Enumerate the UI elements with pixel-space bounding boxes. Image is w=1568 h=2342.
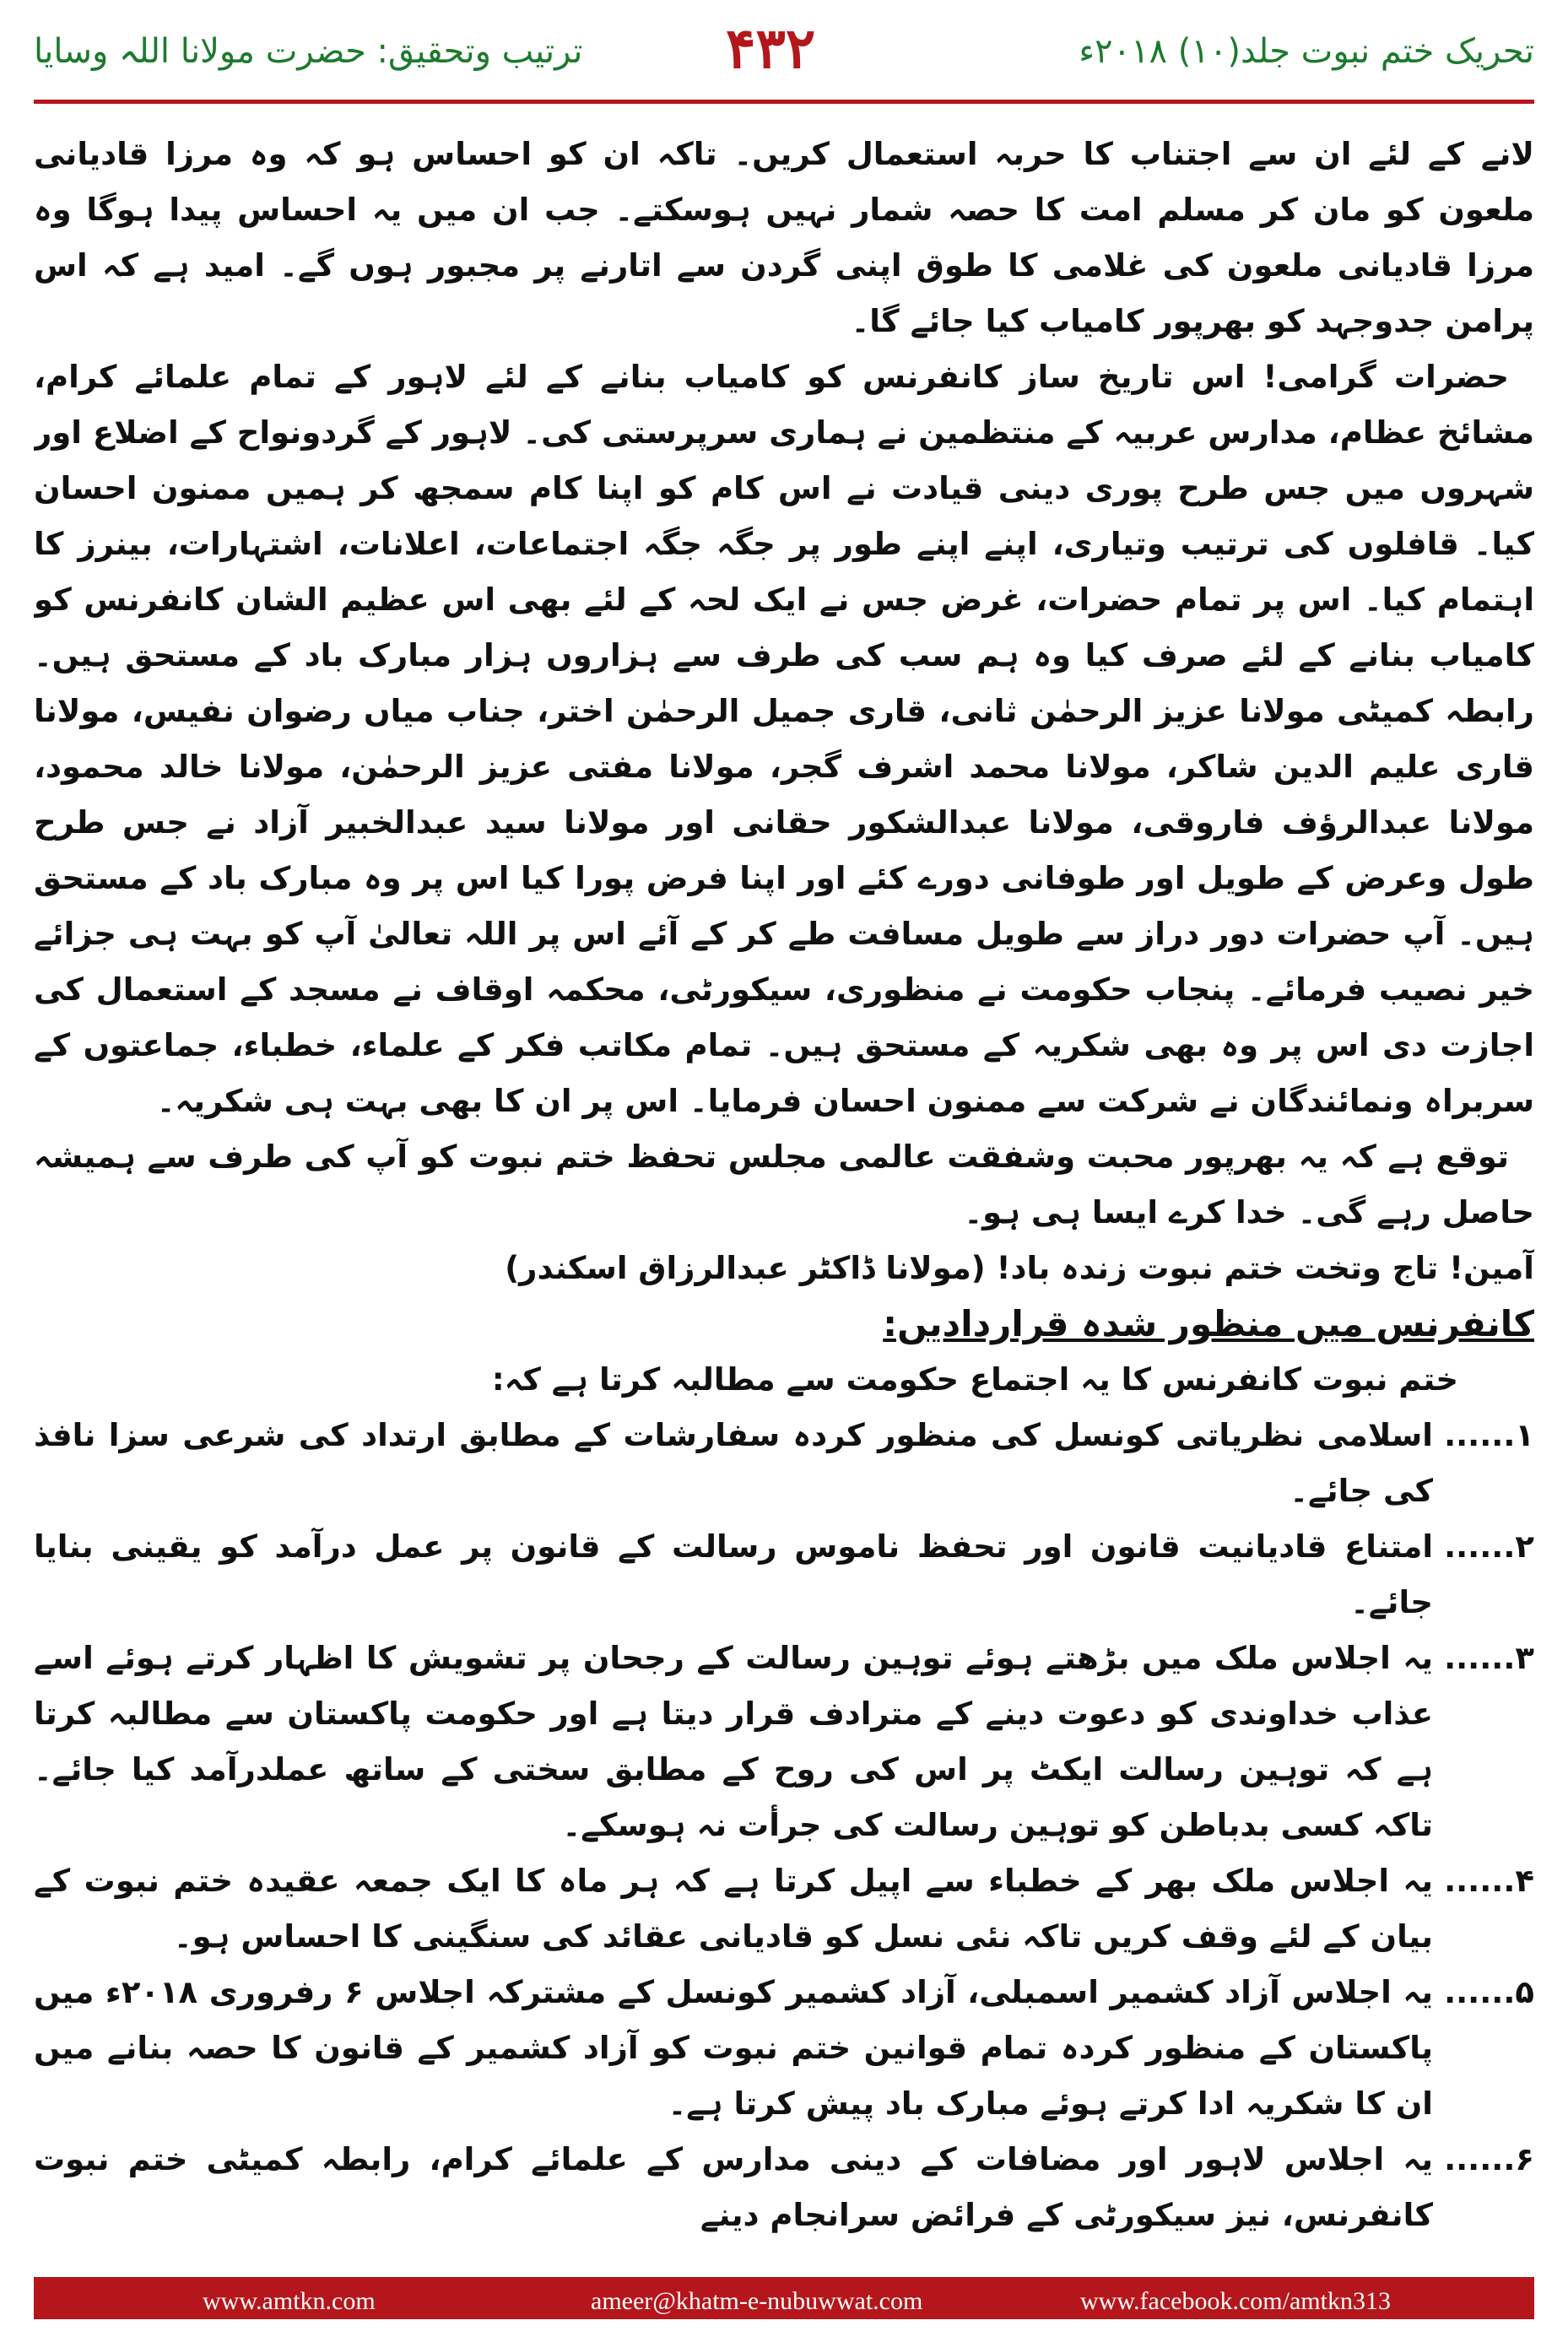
resolution-number: ۵...... <box>1444 1974 1534 2010</box>
resolution-item <box>34 1853 1534 1965</box>
email-link[interactable]: ameer@khatm-e-nubuwwat.com <box>591 2287 923 2315</box>
resolution-item <box>34 1965 1534 2132</box>
resolution-text: اسلامی نظریاتی کونسل کی منظور کردہ سفارشات کے مطابق ارتداد کی شرعی سزا نافذ کی جائے۔ <box>34 1417 1433 1509</box>
resolution-text: امتناع قادیانیت قانون اور تحفظ ناموس رسالت کے قانون پر عمل درآمد کو یقینی بنایا جائے۔ <box>34 1528 1433 1620</box>
resolution-text: یہ اجلاس ملک میں بڑھتے ہوئے توہین رسالت کے رجحان پر تشویش کا اظہار کرتے ہوئے اسے عذاب خداوندی کو دعوت دینے کے مترادف قرار دیتا ہے اور حکومت پاکستان سے مطالبہ کرتا ہے کہ توہین رسالت ایکٹ پر اس کی روح کے مطابق سختی کے ساتھ عملدرآمد کیا جائے۔ تاکہ کسی بدباطن کو توہین رسالت کی جرأت نہ ہوسکے۔ <box>34 1640 1433 1843</box>
resolution-item <box>34 2132 1534 2243</box>
resolution-text: یہ اجلاس آزاد کشمیر اسمبلی، آزاد کشمیر کونسل کے مشترکہ اجلاس ۶ رفروری ۲۰۱۸ء میں پاکستان کے منظور کردہ تمام قوانین ختم نبوت کو آزاد کشمیر کے قانون کا حصہ بنانے میں ان کا شکریہ ادا کرتے ہوئے مبارک باد پیش کرتا ہے۔ <box>34 1974 1434 2122</box>
signoff-line: آمین! تاج وتخت ختم نبوت زندہ باد! (مولانا ڈاکٹر عبدالرزاق اسکندر) <box>505 1250 1534 1286</box>
resolution-text: یہ اجلاس لاہور اور مضافات کے دینی مدارس کے علمائے کرام، رابطہ کمیٹی ختم نبوت کانفرنس، نیز سیکورٹی کے فرائض سرانجام دینے <box>34 2141 1433 2233</box>
resolution-number: ۶...... <box>1444 2141 1534 2177</box>
resolution-text: یہ اجلاس ملک بھر کے خطباء سے اپیل کرتا ہے کہ ہر ماہ کا ایک جمعہ عقیدہ ختم نبوت کے بیان کے لئے وقف کریں تاکہ نئی نسل کو قادیانی عقائد کی سنگینی کا احساس ہو۔ <box>34 1863 1433 1955</box>
resolution-item <box>34 1631 1534 1853</box>
resolution-number: ۱...... <box>1444 1417 1534 1453</box>
compiler-credit: ترتیب وتحقیق: حضرت مولانا اللہ وسایا <box>34 32 583 71</box>
page-number: ۴۳۲ <box>726 15 816 81</box>
resolution-item <box>34 1519 1534 1631</box>
page-body <box>34 127 1534 2245</box>
page-footer <box>0 2270 1568 2342</box>
resolution-number: ۳...... <box>1444 1640 1534 1676</box>
body-paragraph: حضرات گرامی! اس تاریخ ساز کانفرنس کو کامیاب بنانے کے لئے لاہور کے تمام علمائے کرام، مشائخ عظام، مدارس عربیہ کے منتظمین نے ہماری سرپرستی کی۔ لاہور کے گردونواح کے اضلاع اور شہروں میں جس طرح پوری دینی قیادت نے اس کام کو اپنا کام سمجھ کر ہمیں ممنون احسان کیا۔ قافلوں کی ترتیب وتیاری، اپنے اپنے طور پر جگہ جگہ اجتماعات، اعلانات، اشتہارات، بینرز کا اہتمام کیا۔ اس پر تمام حضرات، غرض جس نے ایک لحہ کے لئے بھی اس عظیم الشان کانفرنس کو کامیاب بنانے کے لئے صرف کیا وہ ہم سب کی طرف سے ہزاروں ہزار مبارک باد کے مستحق ہیں۔ رابطہ کمیٹی مولانا عزیز الرحمٰن ثانی، قاری جمیل الرحمٰن اختر، جناب میاں رضوان نفیس، مولانا قاری علیم الدین شاکر، مولانا محمد اشرف گجر، مولانا مفتی عزیز الرحمٰن، مولانا خالد محمود، مولانا عبدالرؤف فاروقی، مولانا عبدالشکور حقانی اور مولانا سید عبدالخبیر آزاد نے جس طرح طول وعرض کے طویل اور طوفانی دورے کئے اور اپنا فرض پورا کیا اس پر وہ مبارک باد کے مستحق ہیں۔ آپ حضرات دور دراز سے طویل مسافت طے کر کے آئے اس پر اللہ تعالیٰ آپ کو بہت ہی جزائے خیر نصیب فرمائے۔ پنجاب حکومت نے منظوری، سیکورٹی، محکمہ اوقاف نے مسجد کے استعمال کی اجازت دی اس پر وہ بھی شکریہ کے مستحق ہیں۔ تمام مکاتب فکر کے علماء، خطباء، جماعتوں کے سربراہ ونمائندگان نے شرکت سے ممنون احسان فرمایا۔ اس پر ان کا بھی بہت ہی شکریہ۔ <box>34 359 1534 1119</box>
facebook-link[interactable]: www.facebook.com/amtkn313 <box>1080 2287 1391 2315</box>
website-link[interactable]: www.amtkn.com <box>203 2287 376 2315</box>
resolutions-heading: کانفرنس میں منظور شدہ قراردادیں: <box>883 1303 1534 1344</box>
page-header <box>0 0 1568 118</box>
body-paragraph: توقع ہے کہ یہ بھرپور محبت وشفقت عالمی مجلس تحفظ ختم نبوت کو آپ کی طرف سے ہمیشہ حاصل رہے گی۔ خدا کرے ایسا ہی ہو۔ <box>34 1139 1534 1230</box>
body-paragraph: لانے کے لئے ان سے اجتناب کا حربہ استعمال کریں۔ تاکہ ان کو احساس ہو کہ وہ مرزا قادیانی ملعون کو مان کر مسلم امت کا حصہ شمار نہیں ہوسکتے۔ جب ان میں یہ احساس پیدا ہوگا وہ مرزا قادیانی ملعون کی غلامی کا طوق اپنی گردن سے اتارنے پر مجبور ہوں گے۔ امید ہے کہ اس پرامن جدوجہد کو بھرپور کامیاب کیا جائے گا۔ <box>34 136 1534 339</box>
resolution-number: ۲...... <box>1444 1528 1534 1565</box>
header-divider <box>34 100 1534 104</box>
footer-bar <box>34 2277 1534 2319</box>
resolution-item <box>34 1408 1534 1519</box>
resolutions-intro: ختم نبوت کانفرنس کا یہ اجتماع حکومت سے مطالبہ کرتا ہے کہ: <box>491 1361 1458 1398</box>
book-title: تحریک ختم نبوت جلد(۱۰) ۲۰۱۸ء <box>1079 32 1534 71</box>
resolution-number: ۴...... <box>1444 1863 1534 1899</box>
